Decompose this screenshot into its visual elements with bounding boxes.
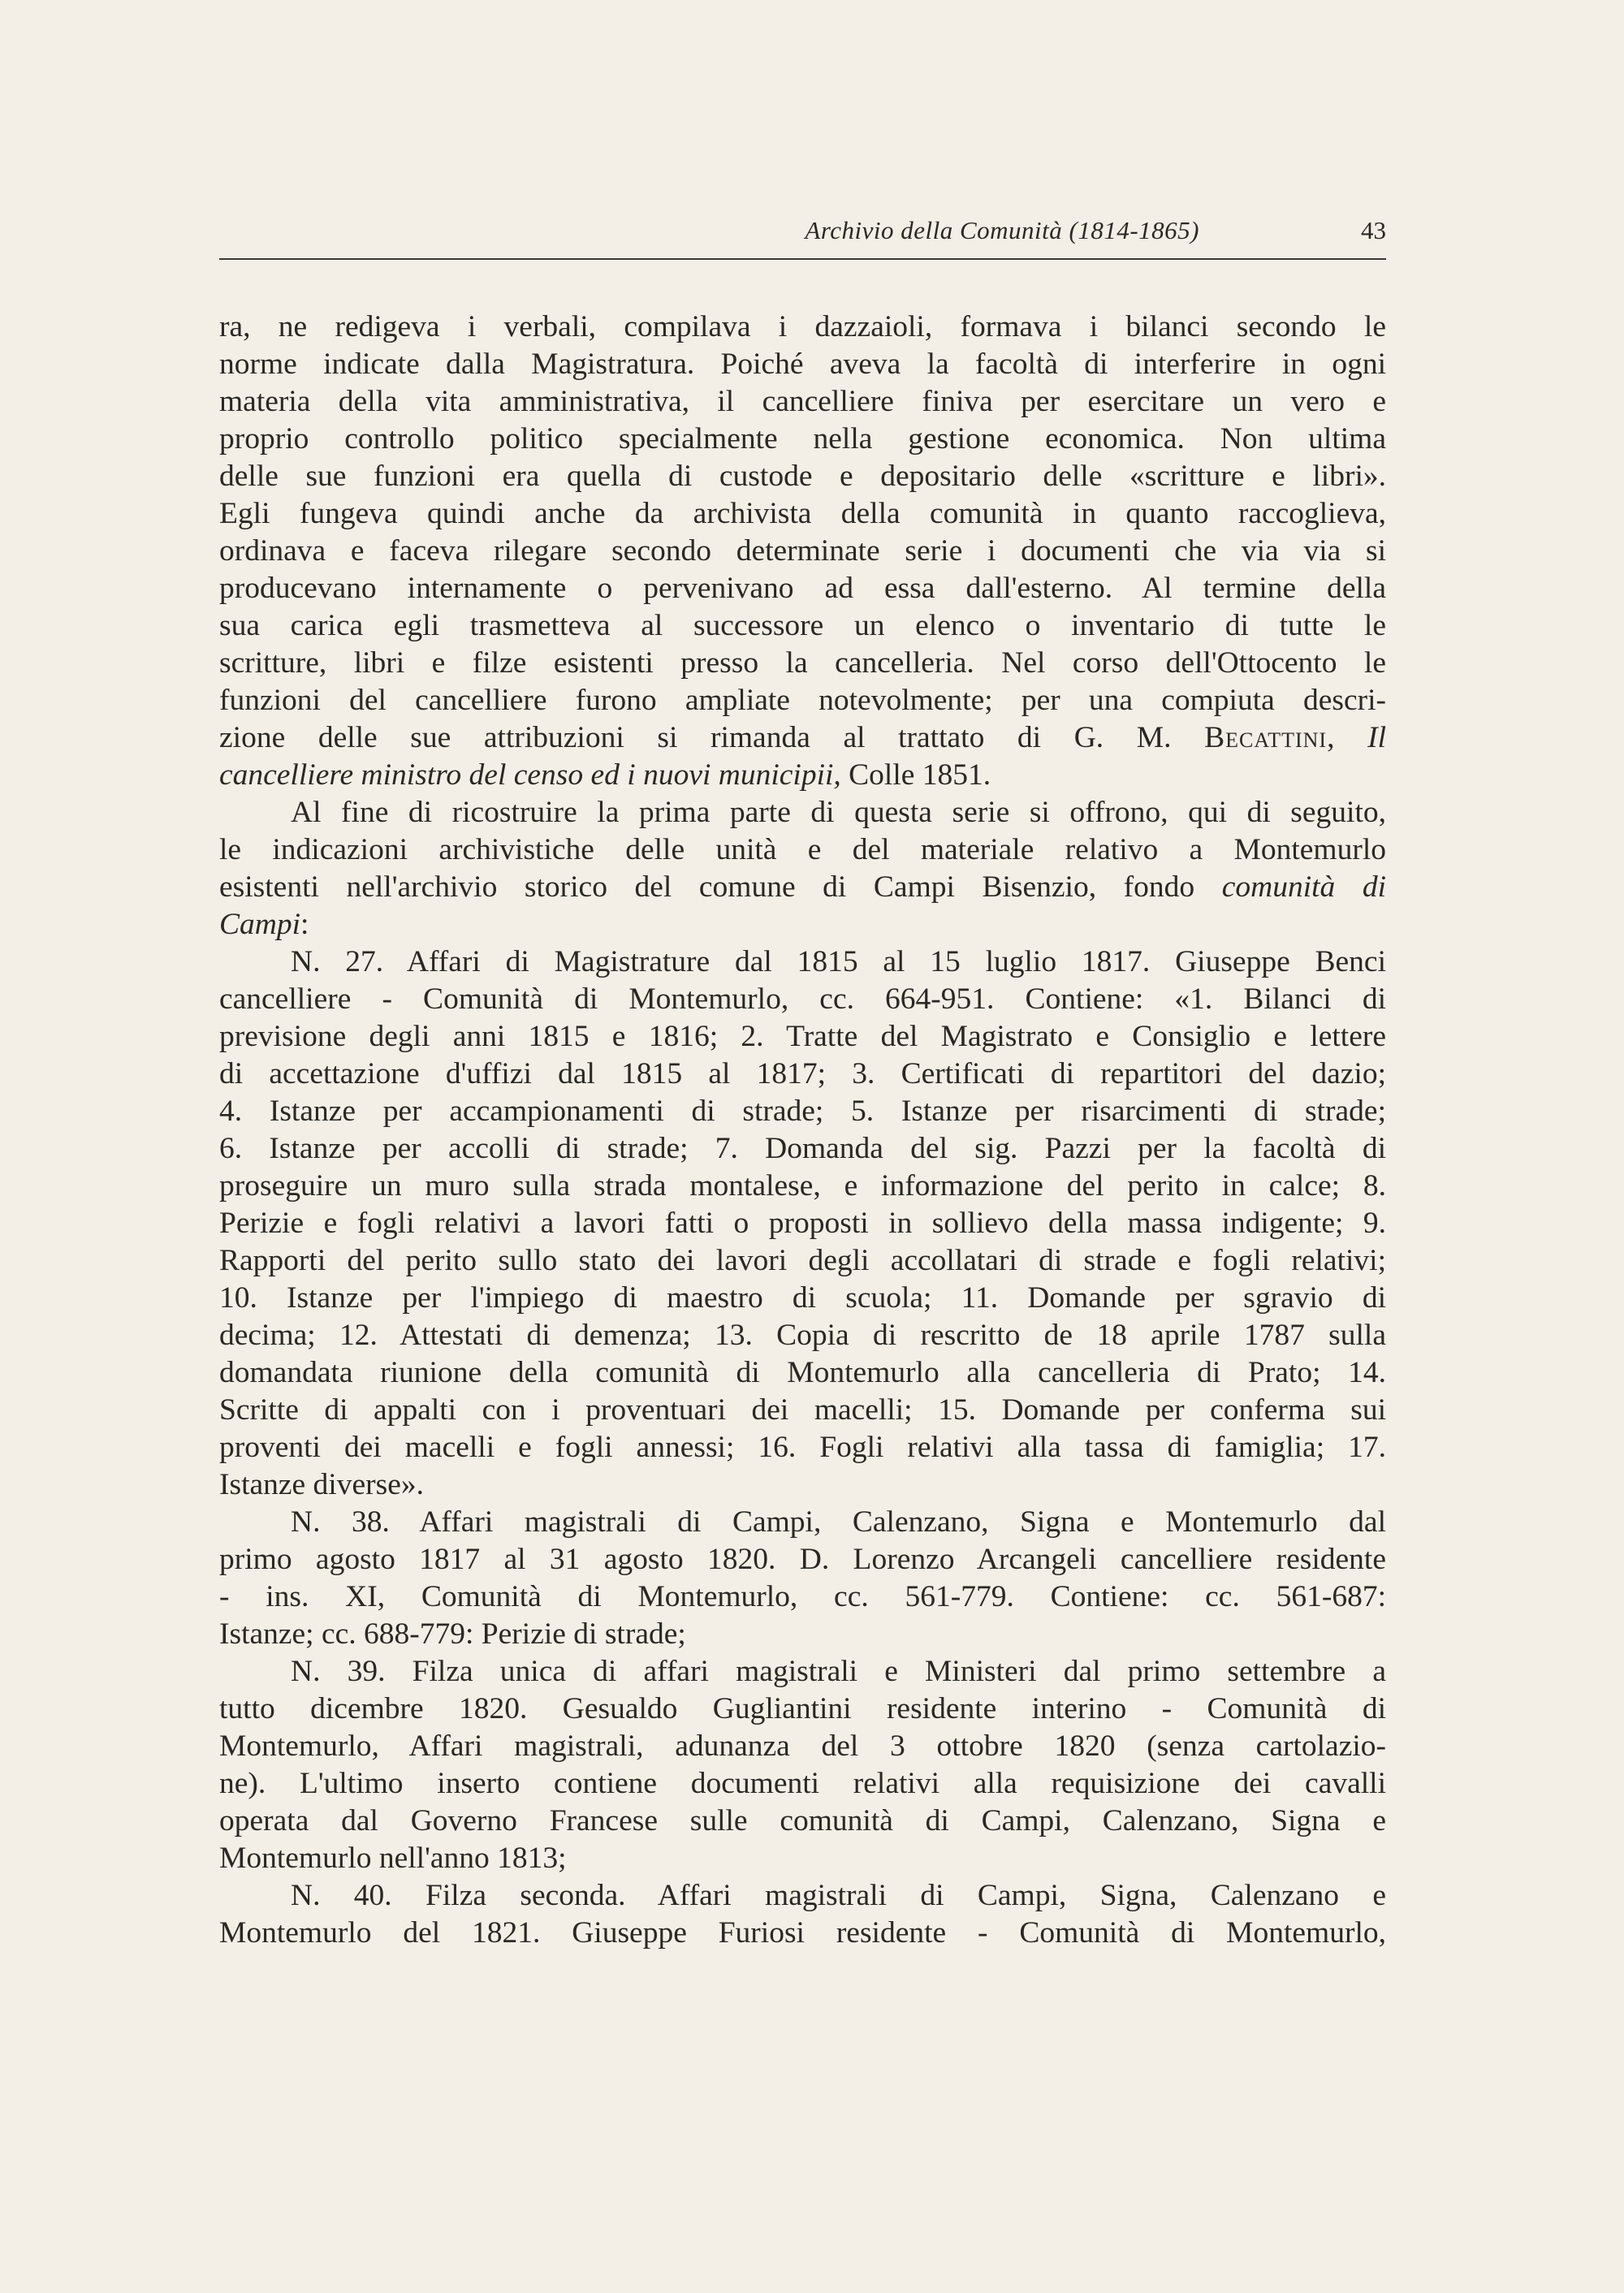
book-title-start: Il [1367,721,1386,754]
text-line: Istanze diverse». [219,1468,424,1501]
text-line: scritture, libri e filze esistenti presso la cancelleria. Nel corso dell'Ottocento le [219,646,1386,680]
fondo-name: comunità di [1221,870,1387,904]
text-line: Egli fungeva quindi anche da archivista della comunità in quanto raccoglieva, [219,497,1386,530]
text-line: proprio controllo politico specialmente nella gestione economica. Non ultima [219,422,1386,456]
text-segment: Colle 1851. [849,758,991,792]
text-line: delle sue funzioni era quella di custode e depositario delle «scritture e libri». [219,460,1386,493]
text-line: sua carica egli trasmetteva al successore un elenco o inventario di tutte le [219,609,1386,642]
text-line: Perizie e fogli relativi a lavori fatti o proposti in sollievo della massa indigente; 9. [219,1207,1386,1240]
entry-n40-line: N. 40. Filza seconda. Affari magistrali di Campi, Signa, Calenzano e [291,1879,1386,1912]
colon: : [300,908,309,941]
text-line: norme indicate dalla Magistratura. Poiché aveva la facoltà di interferire in ogni [219,348,1386,381]
entry-n39-line: N. 39. Filza unica di affari magistrali e Ministeri dal primo settembre a [291,1655,1386,1688]
text-line: Al fine di ricostruire la prima parte di questa serie si offrono, qui di seguito, [291,796,1386,829]
text-segment: esistenti nell'archivio storico del comune di Campi Bisenzio, fondo [219,870,1195,904]
text-line: producevano internamente o pervenivano ad essa dall'esterno. Al termine della [219,572,1386,605]
text-line: ne). L'ultimo inserto contiene documenti relativi alla requisizione dei cavalli [219,1767,1386,1800]
text-line: operata dal Governo Francese sulle comunità di Campi, Calenzano, Signa e [219,1804,1386,1837]
text-line: Scritte di appalti con i proventuari dei macelli; 15. Domande per conferma sui [219,1393,1386,1427]
text-line: le indicazioni archivistiche delle unità e del materiale relativo a Montemurlo [219,833,1386,866]
text-segment: zione delle sue attribuzioni si rimanda al trattato di G. M. [219,721,1172,754]
text-line: - ins. XI, Comunità di Montemurlo, cc. 561-779. Contiene: cc. 561-687: [219,1580,1386,1613]
entry-n38-line: N. 38. Affari magistrali di Campi, Calenzano, Signa e Montemurlo dal [291,1505,1386,1539]
text-line: tutto dicembre 1820. Gesualdo Gugliantini residente interino - Comunità di [219,1692,1386,1725]
text-line: Montemurlo del 1821. Giuseppe Furiosi residente - Comunità di Montemurlo, [219,1916,1386,1950]
text-line: Istanze; cc. 688-779: Perizie di strade; [219,1617,686,1651]
text-line: previsione degli anni 1815 e 1816; 2. Tratte del Magistrato e Consiglio e lettere [219,1020,1386,1053]
text-line: 4. Istanze per accampionamenti di strade; 5. Istanze per risarcimenti di strade; [219,1095,1386,1128]
text-line: Rapporti del perito sullo stato dei lavori degli accollatari di strade e fogli relativi; [219,1244,1386,1277]
text-line: proseguire un muro sulla strada montalese, e informazione del perito in calce; 8. [219,1169,1386,1203]
book-title: cancelliere ministro del censo ed i nuovi municipii, [219,758,841,792]
text-line: ra, ne redigeva i verbali, compilava i dazzaioli, formava i bilanci secondo le [219,310,1386,343]
text-line: Montemurlo nell'anno 1813; [219,1842,567,1875]
entry-n27-line: N. 27. Affari di Magistrature dal 1815 al 15 luglio 1817. Giuseppe Benci [291,945,1386,978]
page-number: 43 [1361,216,1386,244]
running-header [219,213,1386,260]
text-line: 10. Istanze per l'impiego di maestro di scuola; 11. Domande per sgravio di [219,1281,1386,1315]
text-line: ordinava e faceva rilegare secondo determinate serie i documenti che via via si [219,534,1386,568]
text-line-with-fondo [219,869,1386,906]
text-line: domandata riunione della comunità di Montemurlo alla cancelleria di Prato; 14. [219,1356,1386,1389]
text-line-with-author: zione delle sue attribuzioni si rimanda al trattato di G. M. Becattini, Il [219,721,1386,754]
text-line: 6. Istanze per accolli di strade; 7. Domanda del sig. Pazzi per la facoltà di [219,1132,1386,1165]
text-line-campi [219,906,1386,944]
text-line: funzioni del cancelliere furono ampliate notevolmente; per una compiuta descri- [219,684,1386,717]
body-text [219,309,1386,1952]
text-line: primo agosto 1817 al 31 agosto 1820. D. Lorenzo Arcangeli cancelliere residente [219,1543,1386,1576]
running-title: Archivio della Comunità (1814-1865) [805,216,1199,244]
text-line: proventi dei macelli e fogli annessi; 16. Fogli relativi alla tassa di famiglia; 17. [219,1431,1386,1464]
text-line-with-title [219,757,1386,794]
text-line: cancelliere - Comunità di Montemurlo, cc. 664-951. Contiene: «1. Bilanci di [219,982,1386,1016]
text-line: Montemurlo, Affari magistrali, adunanza del 3 ottobre 1820 (senza cartolazio- [219,1729,1386,1763]
fondo-name-end: Campi [219,908,301,941]
text-line: decima; 12. Attestati di demenza; 13. Copia di rescritto de 18 aprile 1787 sulla [219,1319,1386,1352]
text-line: materia della vita amministrativa, il cancelliere finiva per esercitare un vero e [219,385,1386,418]
text-line: di accettazione d'uffizi dal 1815 al 1817; 3. Certificati di repartitori del dazio; [219,1057,1386,1090]
author-name: Becattini [1204,721,1328,754]
